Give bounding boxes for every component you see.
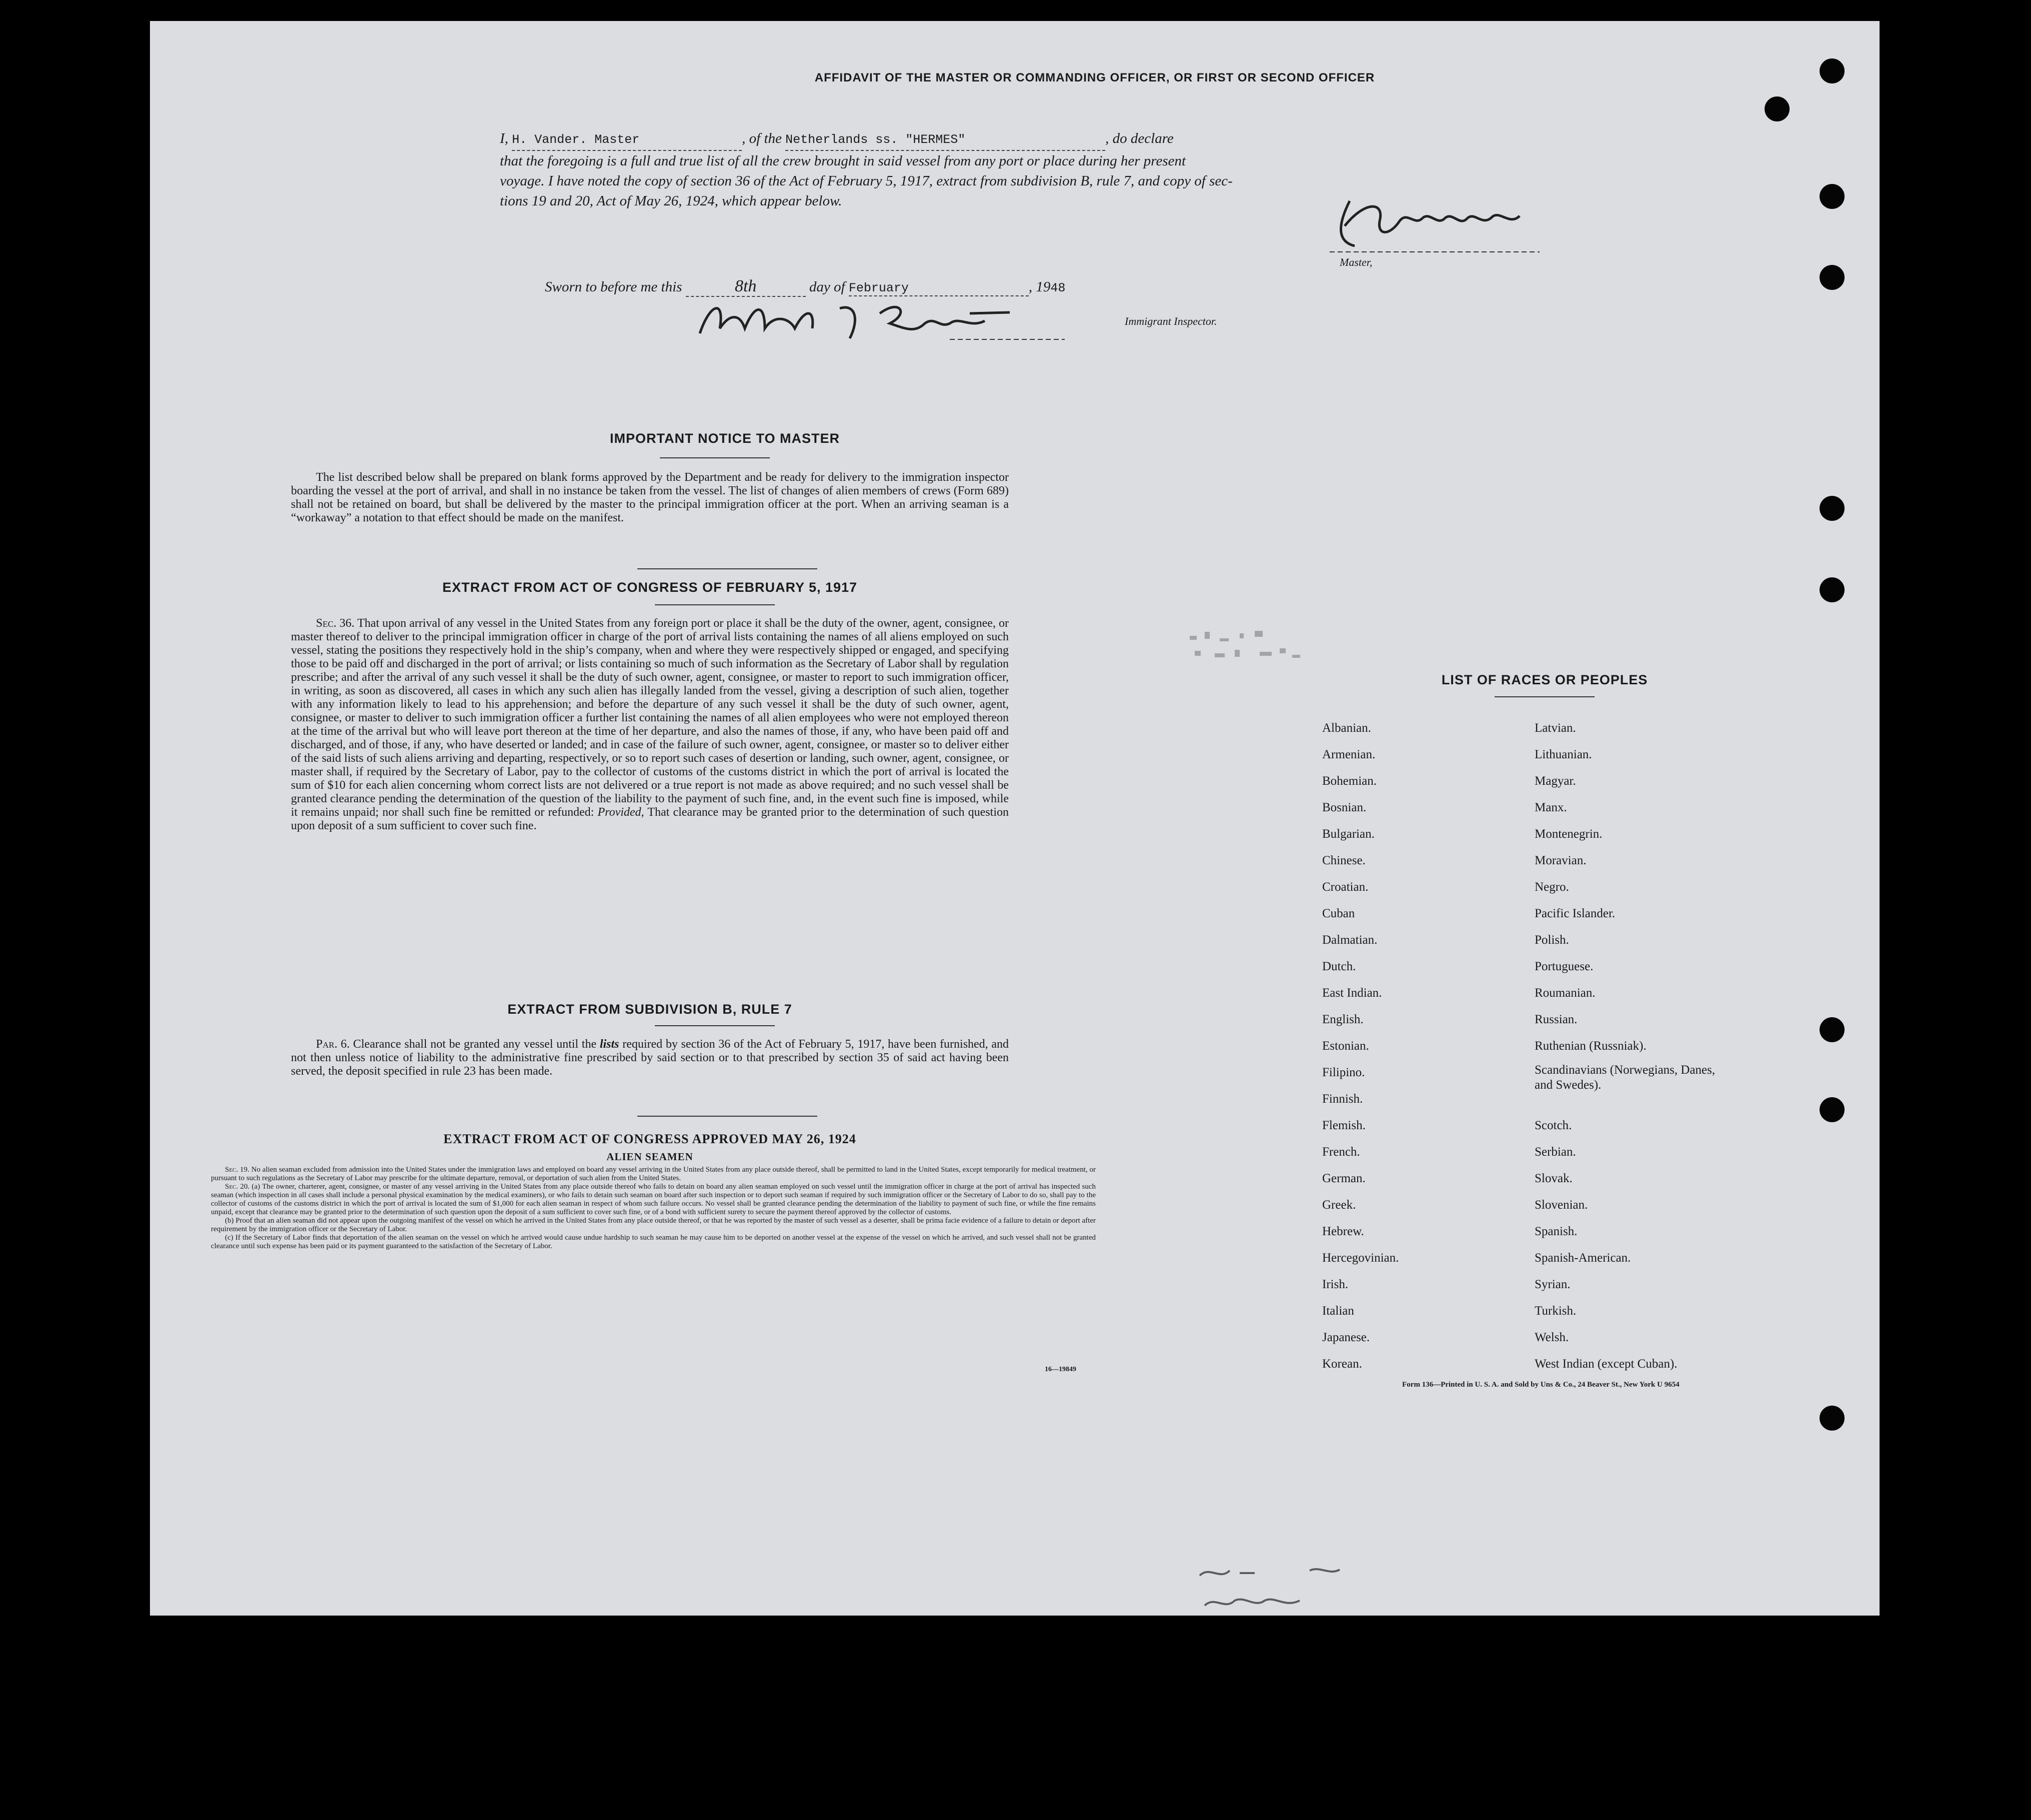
race-item: Portuguese.	[1535, 960, 1594, 973]
race-item: Syrian.	[1535, 1278, 1571, 1291]
race-item: German.	[1322, 1172, 1366, 1185]
race-item: Roumanian.	[1535, 986, 1596, 1000]
rule-7-title: EXTRACT FROM SUBDIVISION B, RULE 7	[507, 1002, 792, 1017]
race-item: Manx.	[1535, 801, 1567, 814]
punch-hole	[1820, 577, 1845, 602]
notice-rule	[660, 457, 770, 458]
punch-hole	[1820, 496, 1845, 521]
punch-hole	[1820, 265, 1845, 290]
declaration-line-3: voyage. I have noted the copy of section 36 of the Act of February 5, 1917, extract from subdivision B, rule 7, and copy of sec-	[500, 173, 1233, 189]
race-item: Chinese.	[1322, 854, 1366, 867]
master-signature	[1320, 191, 1550, 256]
section-20a-body: (a) The owner, charterer, agent, consignee, or master of any vessel arriving in the United States from any place outside thereof who fails to detain on board any alien seaman employed on such vessel until the immigration officer in charge at the port of arrival has inspected such seaman (which inspection in all cases shall include a personal physical examination by the medical examiners), or who fails to detain such seaman on board after such inspection or to deport such seaman if required by such immigration officer or the Secretary of Labor to do so, shall pay to the collector of customs of the customs district in which the port of arrival is located the sum of $1,000 for each alien seaman in respect of whom such failure occurs. No vessel shall be granted clearance pending the determination of the liability to payment of such fine, or while the fine remains unpaid, except that clearance may be granted prior to the determination of such question upon the deposit of a sum sufficient to cover such fine, or of a bond with sufficient surety to secure the payment thereof approved by the collector of customs.	[211, 1183, 1096, 1216]
sworn-year: 48	[1050, 281, 1066, 295]
notice-text: The list described below shall be prepared on blank forms approved by the Department and be ready for delivery to the immigration inspector boarding the vessel at the port of arrival, and shall in no instance be taken from the vessel. The list of changes of alien members of crews (Form 689) shall not be retained on board, but shall be delivered by the master to the principal immigration officer at the port. When an arriving seaman is a “workaway” a notation to that effect should be made on the manifest.	[291, 471, 1009, 524]
master-name: H. Vander. Master	[512, 132, 640, 147]
provided-label: Provided,	[597, 806, 644, 819]
race-item: Dutch.	[1322, 960, 1356, 973]
act-1924-body	[211, 1166, 1096, 1251]
race-item: Spanish.	[1535, 1225, 1578, 1238]
act-1917-body	[291, 617, 1009, 833]
section-20c-text: (c) If the Secretary of Labor finds that deportation of the alien seaman on the vessel on which he arrived would cause undue hardship to such seaman he may cause him to be deported on another vessel at the expense of the vessel on which he arrived, and such vessel shall not be granted clearance until such expense has been paid or its payment guaranteed to the satisfaction of the Secretary of Labor.	[211, 1234, 1096, 1250]
race-item: Dalmatian.	[1322, 933, 1378, 947]
rule-7-body	[291, 1038, 1009, 1078]
punch-hole	[1820, 1097, 1845, 1122]
act-1917-rule	[655, 604, 775, 605]
section-36-label: Sec. 36.	[316, 617, 355, 630]
race-item: Magyar.	[1535, 774, 1576, 788]
race-item: Korean.	[1322, 1357, 1362, 1371]
race-item: Pacific Islander.	[1535, 907, 1616, 920]
race-item: Turkish.	[1535, 1304, 1577, 1318]
section-19-text	[211, 1166, 1096, 1183]
pencil-notation	[1195, 1561, 1355, 1621]
paragraph-6-text	[291, 1038, 1009, 1078]
sworn-prefix: Sworn to before me this	[545, 279, 682, 295]
race-item: Negro.	[1535, 880, 1569, 894]
races-title: LIST OF RACES OR PEOPLES	[1441, 672, 1648, 687]
master-name-field	[512, 128, 742, 151]
rule-7-rule	[655, 1025, 775, 1026]
inspector-signature	[690, 293, 1070, 343]
section-19-body: No alien seaman excluded from admission into the United States under the immigration laws and employed on board any vessel arriving in the United States from any place outside thereof, shall be permitted to land in the United States, except temporarily for medical treatment, or pursuant to such regulations as the Secretary of Labor may prescribe for the ultimate departure, removal, or deportation of such alien from the United States.	[211, 1166, 1096, 1182]
punch-hole	[1820, 1017, 1845, 1042]
notice-divider	[637, 568, 817, 569]
declaration-line-4: tions 19 and 20, Act of May 26, 1924, which appear below.	[500, 193, 842, 209]
race-item: Irish.	[1322, 1278, 1349, 1291]
form-number: 16—19849	[1045, 1366, 1076, 1373]
punch-hole	[1820, 184, 1845, 209]
race-item: Albanian.	[1322, 721, 1371, 735]
punch-hole	[1820, 58, 1845, 83]
race-item: West Indian (except Cuban).	[1535, 1357, 1678, 1371]
sworn-year-prefix: , 19	[1028, 279, 1051, 295]
lists-word: lists	[599, 1038, 619, 1051]
paragraph-6-body-a: Clearance shall not be granted any vessel until the	[353, 1038, 597, 1051]
declaration-line-2: that the foregoing is a full and true list of all the crew brought in said vessel from any port or place during her present	[500, 153, 1186, 169]
race-item: Filipino.	[1322, 1066, 1365, 1079]
race-item: Slovenian.	[1535, 1198, 1588, 1212]
race-item: Bohemian.	[1322, 774, 1377, 788]
race-item: Ruthenian (Russniak).	[1535, 1039, 1647, 1053]
do-declare-label: , do declare	[1105, 130, 1174, 146]
race-item: Moravian.	[1535, 854, 1587, 867]
race-item: Japanese.	[1322, 1331, 1370, 1344]
section-36-body-b: That clearance may be granted prior to the determination of such question upon deposit of a sum sufficient to cover such fine.	[291, 806, 1009, 832]
race-item: Hebrew.	[1322, 1225, 1364, 1238]
inspector-label: Immigrant Inspector.	[1125, 315, 1217, 327]
race-item: Latvian.	[1535, 721, 1576, 735]
race-item: Bosnian.	[1322, 801, 1367, 814]
declaration-line-1	[500, 128, 1600, 151]
races-right-column	[1535, 715, 1785, 1377]
race-item: Italian	[1322, 1304, 1354, 1318]
race-item: Slovak.	[1535, 1172, 1573, 1185]
vessel-field	[785, 128, 1105, 151]
faded-stamp-mark	[1180, 621, 1320, 676]
section-20b-text: (b) Proof that an alien seaman did not appear upon the outgoing manifest of the vessel on which he arrived in the United States from any place outside thereof, or that he was reported by the master of such vessel as a deserter, shall be prima facie evidence of a failure to detain or deport after requirement by the immigration officer or the Secretary of Labor.	[211, 1217, 1096, 1233]
affidavit-title: AFFIDAVIT OF THE MASTER OR COMMANDING OFFICER, OR FIRST OR SECOND OFFICER	[814, 71, 1375, 84]
i-prefix: I,	[500, 130, 508, 146]
race-item: Croatian.	[1322, 880, 1369, 894]
race-item: English.	[1322, 1013, 1364, 1026]
paragraph-6-label: Par. 6.	[316, 1038, 350, 1051]
race-item: Lithuanian.	[1535, 748, 1592, 761]
race-item: Bulgarian.	[1322, 827, 1375, 841]
document-page	[150, 21, 1880, 1616]
race-item: Spanish-American.	[1535, 1251, 1631, 1265]
vessel-name: Netherlands ss. "HERMES"	[785, 132, 966, 147]
notice-body	[291, 471, 1009, 525]
act-1924-subtitle: ALIEN SEAMEN	[606, 1151, 693, 1163]
race-item: Welsh.	[1535, 1331, 1569, 1344]
race-item: Armenian.	[1322, 748, 1376, 761]
punch-hole	[1820, 1406, 1845, 1431]
rule-7-divider	[637, 1116, 817, 1117]
race-item: Estonian.	[1322, 1039, 1369, 1053]
act-1917-title: EXTRACT FROM ACT OF CONGRESS OF FEBRUARY 5, 1917	[442, 580, 858, 595]
section-36-body-a: That upon arrival of any vessel in the United States from any foreign port or place it shall be the duty of the owner, agent, consignee, or master thereof to deliver to the principal immigration officer in charge of the port of arrival lists containing the names of all aliens employed on such vessel, stating the positions they respectively hold in the ship’s company, when and where they were respectively shipped or engaged, and specifying those to be paid off and discharged in the port of arrival; or lists containing so much of such information as the Secretary of Labor shall by regulation prescribe; and after the arrival of any such vessel it shall be the duty of such owner, agent, consignee, or master to report to such immigration officer, in writing, as soon as discovered, all cases in which any such alien has illegally landed from the vessel, giving a description of such alien, together with any information likely to lead to his apprehension; and before the departure of any such vessel it shall be the duty of such owner, agent, consignee, or master to deliver to such immigration officer a further list containing the names of all alien employees who were not employed thereon at the time of the arrival but who will leave port thereon at the time of her departure, and also the names of those, if any, who have been paid off and discharged, and of those, if any, who have deserted or landed; and in case of the failure of such owner, agent, consignee, or master so to deliver either of the said lists of such aliens arriving and departing, respectively, or so to report such cases of desertion or landing, such owner, agent, consignee, or master shall, if required by the Secretary of Labor, pay to the collector of customs of the customs district in which the port of arrival is located the sum of $10 for each alien concerning whom correct lists are not delivered or a true report is not made as above required; and no such vessel shall be granted clearance pending the determination of the question of the liability to the payment of such fine, and, in the event such fine is imposed, while it remains unpaid; nor shall such fine be remitted or refunded:	[291, 617, 1009, 819]
races-rule	[1495, 696, 1595, 697]
section-19-label: Sec. 19.	[225, 1166, 249, 1174]
race-item: Finnish.	[1322, 1092, 1363, 1106]
race-item: Greek.	[1322, 1198, 1356, 1212]
race-item: Polish.	[1535, 933, 1569, 947]
sworn-day-of: day of	[809, 279, 845, 295]
race-item: Flemish.	[1322, 1119, 1366, 1132]
race-item: Russian.	[1535, 1013, 1578, 1026]
race-item: Montenegrin.	[1535, 827, 1603, 841]
sworn-month: February	[848, 281, 909, 295]
race-item: Hercegovinian.	[1322, 1251, 1399, 1265]
sworn-day: 8th	[734, 277, 757, 295]
act-1924-title: EXTRACT FROM ACT OF CONGRESS APPROVED MAY 26, 1924	[443, 1132, 856, 1146]
notice-title: IMPORTANT NOTICE TO MASTER	[610, 431, 840, 446]
race-item: French.	[1322, 1145, 1360, 1159]
races-left-column	[1322, 715, 1512, 1377]
form-printer-note: Form 136—Printed in U. S. A. and Sold by Uns & Co., 24 Beaver St., New York U 9654	[1402, 1381, 1680, 1389]
section-20a-text	[211, 1183, 1096, 1217]
race-item: Scandinavians (Norwegians, Danes, and Swedes).	[1535, 1063, 1716, 1092]
race-item: East Indian.	[1322, 986, 1382, 1000]
of-the-label: , of the	[742, 130, 782, 146]
punch-hole	[1765, 96, 1790, 121]
section-20-label: Sec. 20.	[225, 1183, 250, 1191]
section-36-text	[291, 617, 1009, 833]
race-item: Serbian.	[1535, 1145, 1576, 1159]
paragraph-6-body-b: required by section 36 of the Act of February 5, 1917, have been furnished, and not then unless notice of liability to the administrative fine prescribed by said section or to that prescribed by section 35 of said act having been served, the deposit specified in rule 23 has been made.	[291, 1038, 1009, 1078]
race-item: Cuban	[1322, 907, 1355, 920]
master-label: Master,	[1340, 256, 1373, 268]
race-item: Scotch.	[1535, 1119, 1572, 1132]
